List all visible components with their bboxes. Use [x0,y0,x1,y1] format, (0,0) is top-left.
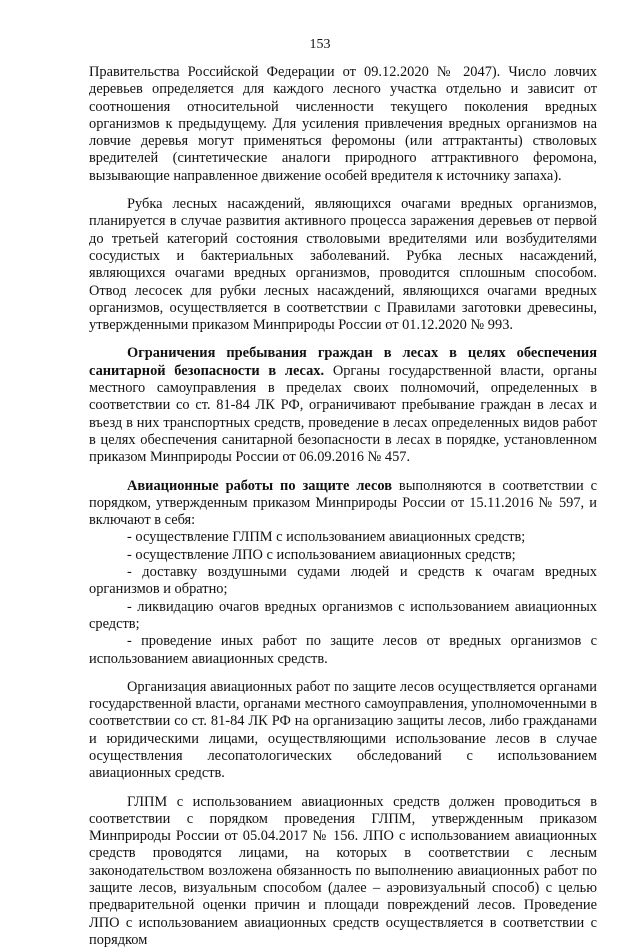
paragraph-ловчие-деревья: Правительства Российской Федерации от 09.12.2020 № 2047). Число ловчих деревьев определяется для каждого лесного участка отдельно и зависит от соотношения относительной численности текущего поколения вредных организмов к предыдущему. Для усиления привлечения вредных организмов на ловчие деревья могут применяться феромоны (или аттрактанты) стволовых вредителей (синтетические аналоги природного аттрактивного феромона, вызывающие направленное движение особей вредителя к источнику запаха). [89,64,597,184]
heading-ограничения: Ограничения пребывания граждан в лесах в целях обеспечения санитарной безопасности в лесах. [89,345,597,379]
list-item: - доставку воздушными судами людей и средств к очагам вредных организмов и обратно; [89,564,597,598]
paragraph-авиационные-работы-text: выполняются в соответствии с порядком, утвержденным приказом Минприроды России от 15.11.2016 № 597, и включают в себя: [89,477,597,529]
paragraph-ограничения-text: Органы государственной власти, органы местного самоуправления в пределах своих полномочий, определенных в соответствии со ст. 81-84 ЛК РФ, ограничивают пребывание граждан в лесах и въезд в них транспортных средств, проведение в лесах определенных видов работ в целях обеспечения санитарной безопасности в лесах в порядке, установленном приказом Минприроды России от 06.09.2016 № 457. [89,362,597,466]
list-item: - осуществление ЛПО с использованием авиационных средств; [127,546,516,563]
heading-авиационные-работы: Авиационные работы по защите лесов [127,477,392,494]
paragraph-ограничения [89,345,597,466]
page-body [89,64,597,949]
paragraph-глпм: ГЛПМ с использованием авиационных средств должен проводиться в соответствии с порядком проведения ГЛПМ, утвержденным приказом Минприроды России от 05.04.2017 № 156. ЛПО с использованием авиационных средств проводятся лицами, на которых в соответствии с лесным законодательством возложена обязанность по выполнению авиационных работ по защите лесов, визуальным способом (далее – аэровизуальный способ) с целью предварительной оценки причин и площади повреждений лесов. Проведение ЛПО с использованием авиационных средств осуществляется в соответствии с порядком [89,793,597,948]
list-item: - осуществление ГЛПМ с использованием авиационных средств; [127,529,526,546]
paragraph-рубка: Рубка лесных насаждений, являющихся очагами вредных организмов, планируется в случае развития активного процесса заражения деревьев от первой до третьей категорий состояния стволовыми вредителями или возбудителями сосудистых и бактериальных заболеваний. Рубка лесных насаждений, являющихся очагами вредных организмов, проводится сплошным способом. Отвод лесосек для рубки лесных насаждений, являющихся очагами вредных организмов, осуществляется в соответствии с Правилами заготовки древесины, утвержденными приказом Минприроды России от 01.12.2020 № 993. [89,196,597,334]
paragraph-авиационные-работы [89,478,597,530]
list-item: - проведение иных работ по защите лесов от вредных организмов с использованием авиационных средств. [89,633,597,667]
paragraph-организация: Организация авиационных работ по защите лесов осуществляется органами государственной власти, органами местного самоуправления, уполномоченными в соответствии со ст. 81-84 ЛК РФ на организацию защиты лесов, либо гражданами и юридическими лицами, осуществляющими использование лесов в случае осуществления лесопатологических обследований с использованием авиационных средств. [89,678,597,782]
page-number: 153 [309,37,331,52]
list-item: - ликвидацию очагов вредных организмов с использованием авиационных средств; [89,598,597,632]
